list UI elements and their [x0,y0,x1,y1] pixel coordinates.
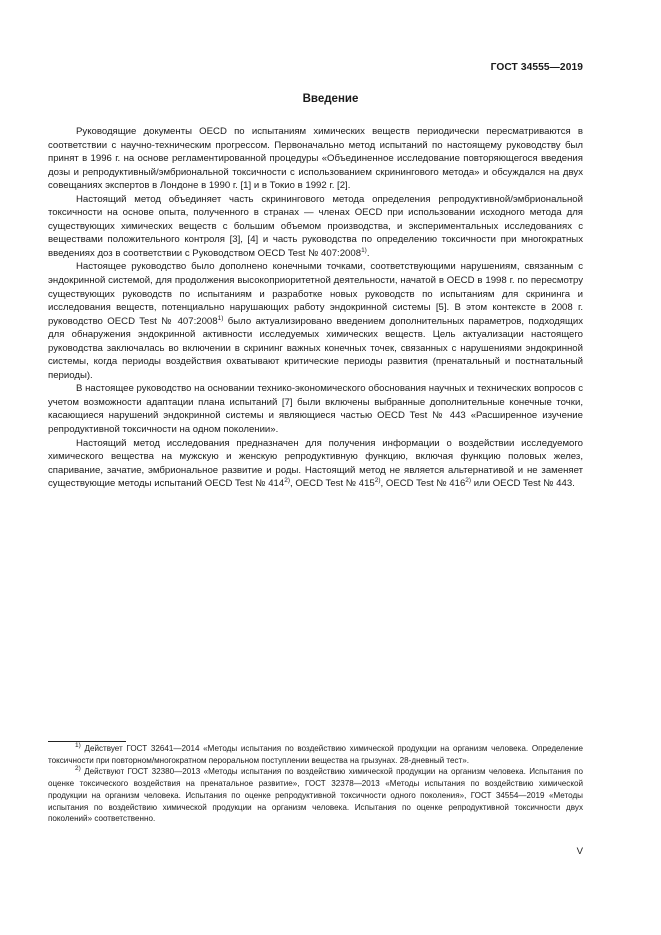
footnote-ref: 2) [374,477,381,485]
footnote-1-text: Действует ГОСТ 32641—2014 «Методы испытания по воздействию химической продукции на организм человека. Определение токсичности при повторном/многократном пероральном поступлении вещества на грызунах. 28-дневный тест». [48,744,583,765]
paragraph-5 [48,437,583,491]
footnote-2-text: Действуют ГОСТ 32380—2013 «Методы испытания по воздействию химической продукции на организм человека. Испытания по оценке токсического воздействия на пренатальное развитие», ГОСТ 32378—2013 «Методы испытания по воздействию химической продукции на организм человека. Испытания по оценке репродуктивной токсичности одного поколения», ГОСТ 34554—2019 «Методы испытания по воздействию химической продукции на организм человека. Испытания по оценке репродуктивной токсичности двух поколений» соответственно. [48,767,583,824]
footnote-2 [48,766,583,825]
footnotes [48,743,583,825]
page-number: V [576,846,583,857]
footnote-ref: 2) [284,477,290,485]
footnote-1 [48,743,583,766]
paragraph-3 [48,260,583,382]
paragraph-5-part-b: , OECD Test № 415 [289,478,375,490]
footnote-ref: 2) [465,477,472,485]
paragraph-1: Руководящие документы OECD по испытаниям химических веществ периодически пересматриваются в соответствии с научно-техническим прогрессом. Первоначально метод испытаний по настоящему руководству был принят в 1996 г. на основе регламентированной процедуры «Объединенное исследование повторяющегося введения дозы и репродуктивный/эмбриональной токсичности с использованием скринингового метода» и обсуждался на двух совещаниях экспертов в Лондоне в 1990 г. [1] и в Токио в 1992 г. [2]. [48,126,583,192]
paragraph-2-end: . [366,247,370,259]
paragraph-3-text: Настоящее руководство было дополнено конечными точками, соответствующими нарушениям, связанным с эндокринной системой, для продолжения высокоприоритетной деятельности, начатой в OECD в 1998 г. по пересмотру существующих руководств по испытаниям и разработке новых руководств по испытаниям для скрининга и исследования веществ, потенциально нарушающих работу эндокринной системы [5]. В этом контексте в 2008 г. руководство OECD Test № 407:2008 [48,261,583,327]
paragraph-5-part-c: , OECD Test № 416 [380,478,466,490]
paragraph-5-part-d: или OECD Test № 443. [471,478,575,490]
paragraph-2-text: Настоящий метод объединяет часть скринингового метода определения репродуктивной/эмбриональной токсичности на основе опыта, полученного в странах — членах OECD при использовании исходного метода для существующих химических веществ с большим объемом производства, и экспериментальных исследованиях с веществами положительного контроля [3], [4] и часть руководства по определению токсичности при многократных введениях доз в соответствии с Руководством OECD Test № 407:2008 [48,193,583,259]
paragraph-3-end: было актуализировано введением дополнительных параметров, подходящих для обнаружения эндокринной активности исследуемых химических веществ. Цель актуализации настоящего руководства заключалась во включении в скрининг важных конечных точек, связанных с нарушениями эндокринной системы, когда периоды воздействия охватывают критические периоды развития (пренатальный и постнатальный периоды). [48,315,584,381]
paragraph-4: В настоящее руководство на основании технико-экономического обоснования научных и технических вопросов с учетом возможности адаптации плана испытаний [7] были включены выбранные дополнительные конечные точки, касающиеся нарушений эндокринной системы и являющиеся частью OECD Test № 443 «Расширенное изучение репродуктивной токсичности на одном поколении». [48,383,583,436]
standard-code-header: ГОСТ 34555—2019 [490,62,583,73]
section-title: Введение [302,93,359,105]
footnote-ref: 1) [217,314,224,322]
footnote-mark: 2) [75,765,81,773]
paragraph-2 [48,193,583,261]
footnote-ref: 1) [361,246,367,254]
footnote-separator [48,741,126,742]
footnote-mark: 1) [75,742,81,749]
introduction-body [48,125,583,491]
paragraph-5-text: Настоящий метод исследования предназначен для получения информации о воздействии исследуемого химического вещества на мужскую и женскую репродуктивную функцию, включая функцию половых желез, спаривание, зачатие, эмбриональное развитие и роды. Настоящий метод не является альтернативой и не заменяет существующие методы испытаний OECD Test № 414 [48,437,583,490]
